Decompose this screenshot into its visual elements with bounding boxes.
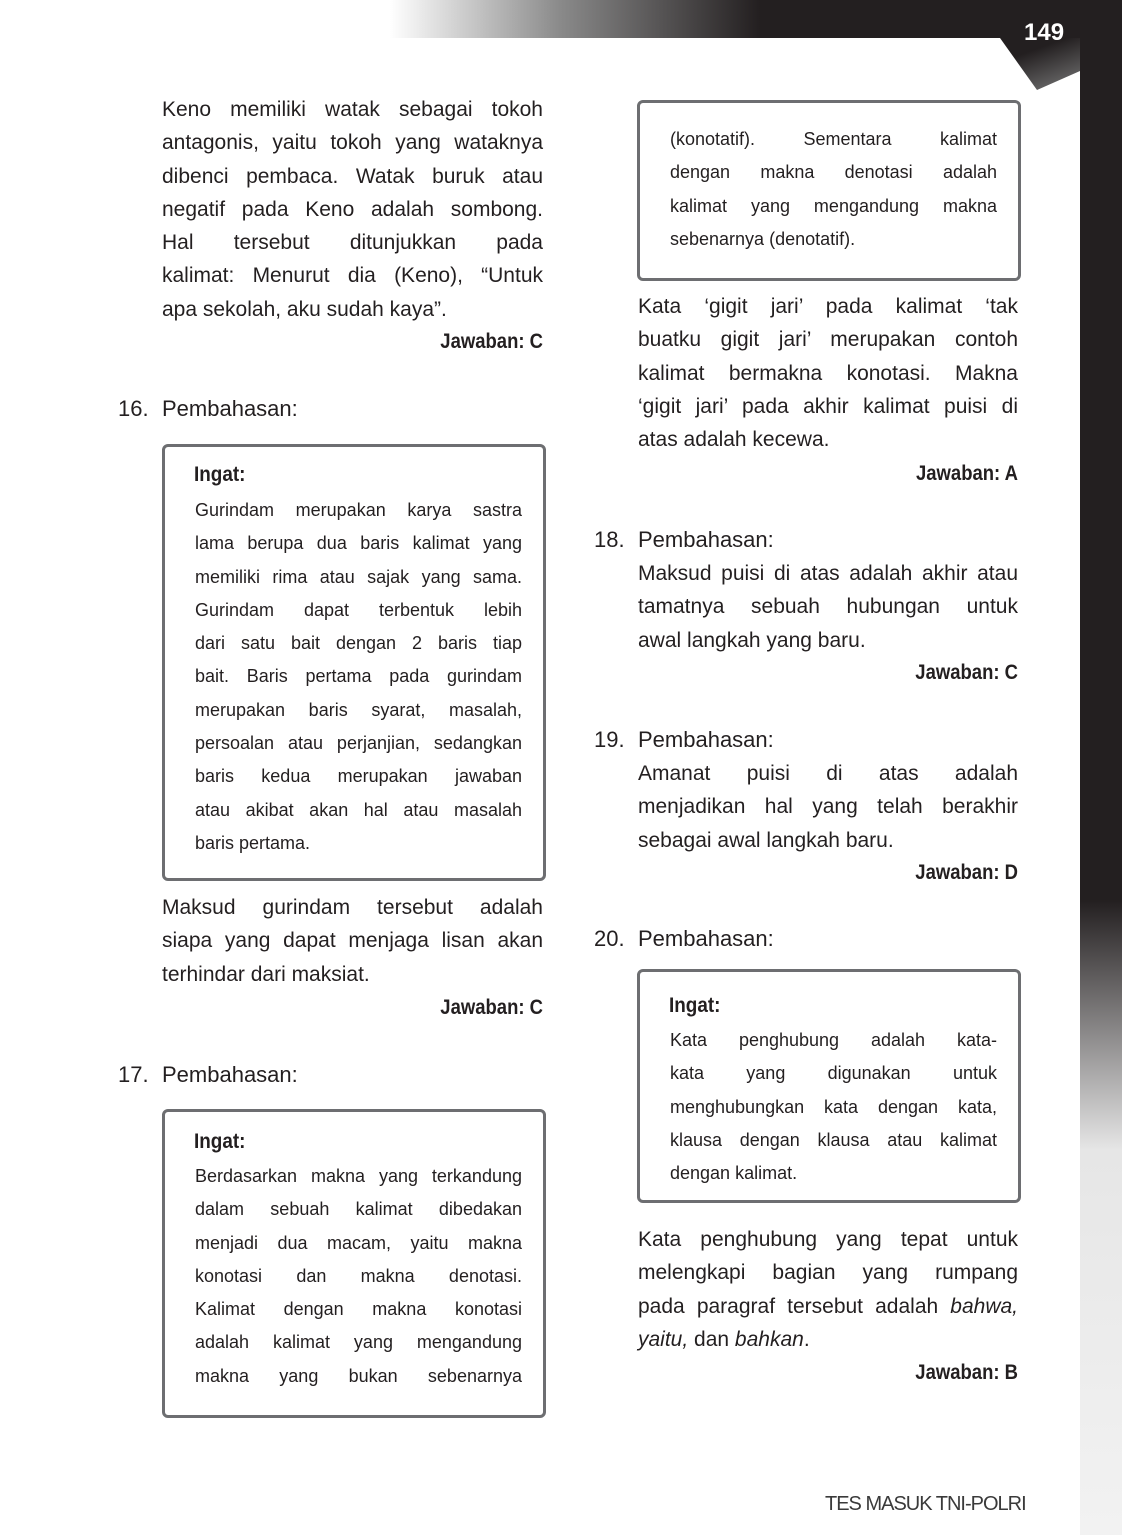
text-line: lama berupa dua baris kalimat yang <box>195 533 522 554</box>
q19-title: Pembahasan: <box>638 727 774 752</box>
text-line: kalimat: Menurut dia (Keno), “Untuk <box>162 264 543 288</box>
text-line: buatku gigit jari’ merupakan contoh <box>638 328 1018 352</box>
text-line: Hal tersebut ditunjukkan pada <box>162 231 543 255</box>
q16-answer: Jawaban: C <box>440 996 543 1019</box>
text-line <box>638 1323 1018 1356</box>
q20-number: 20. <box>594 926 625 951</box>
italic-term: bahkan <box>734 1327 804 1351</box>
text-line: sebagai awal langkah baru. <box>638 828 894 852</box>
q20-answer: Jawaban: B <box>915 1361 1018 1384</box>
text-line: merupakan baris syarat, masalah, <box>195 699 522 720</box>
q17-answer: Jawaban: A <box>915 462 1018 485</box>
q16-explanation <box>162 891 543 991</box>
q17-title: Pembahasan: <box>162 1062 298 1087</box>
text-line: terhindar dari maksiat. <box>162 962 370 986</box>
text-segment: . <box>803 1327 810 1351</box>
q20-explanation <box>638 1223 1018 1356</box>
q16-note-label: Ingat: <box>194 463 246 486</box>
text-line: menjadikan hal yang telah berakhir <box>638 795 1018 819</box>
text-line: melengkapi bagian yang rumpang <box>638 1261 1018 1285</box>
text-line: Maksud puisi di atas adalah akhir atau <box>638 562 1018 585</box>
text-line: Gurindam dapat terbentuk lebih <box>195 599 522 620</box>
q16-title: Pembahasan: <box>162 396 298 421</box>
text-line: Kata penghubung yang tepat untuk <box>638 1228 1018 1251</box>
q17-note-label: Ingat: <box>194 1130 246 1153</box>
q17-note-text-continued <box>670 123 997 256</box>
q17-explanation <box>638 290 1018 456</box>
text-line: bait. Baris pertama pada gurindam <box>195 666 522 687</box>
q15-explanation <box>162 93 543 326</box>
side-strip <box>1080 0 1122 1535</box>
text-line: persoalan atau perjanjian, sedangkan <box>195 733 522 754</box>
text-line: negatif pada Keno adalah sombong. <box>162 197 543 221</box>
text-line: antagonis, yaitu tokoh yang wataknya <box>162 131 543 155</box>
q18-title: Pembahasan: <box>638 527 774 552</box>
page-number: 149 <box>1024 19 1065 46</box>
text-line: konotasi dan makna denotasi. <box>195 1265 522 1286</box>
italic-term: yaitu, <box>638 1327 689 1351</box>
q16-heading <box>118 396 298 422</box>
text-segment: pada paragraf tersebut adalah <box>638 1294 951 1318</box>
text-line: Kalimat dengan makna konotasi <box>195 1299 522 1320</box>
text-line: dengan makna denotasi adalah <box>670 162 997 183</box>
text-line: dalam sebuah kalimat dibedakan <box>195 1199 522 1220</box>
header-bar <box>0 0 1122 38</box>
q17-heading <box>118 1062 298 1088</box>
text-line: apa sekolah, aku sudah kaya”. <box>162 297 447 321</box>
book-title-footer: TES MASUK TNI-POLRI <box>825 1493 1026 1515</box>
text-line <box>638 1290 1018 1323</box>
q15-answer: Jawaban: C <box>440 330 543 353</box>
text-line: Maksud gurindam tersebut adalah <box>162 896 543 919</box>
text-line: sebenarnya (denotatif). <box>670 228 856 249</box>
q18-explanation <box>638 557 1018 657</box>
q18-heading <box>594 527 774 553</box>
text-line: dari satu bait dengan 2 baris tiap <box>195 633 522 654</box>
text-line: tamatnya sebuah hubungan untuk <box>638 595 1018 619</box>
text-line: kata yang digunakan untuk <box>670 1063 997 1084</box>
q16-note-text <box>195 494 522 860</box>
text-line: kalimat yang mengandung makna <box>670 195 997 216</box>
q19-explanation <box>638 757 1018 857</box>
q20-note-text <box>670 1024 997 1190</box>
text-line: adalah kalimat yang mengandung <box>195 1332 522 1353</box>
text-line: menjadi dua macam, yaitu makna <box>195 1232 522 1253</box>
text-segment: dan <box>688 1327 735 1351</box>
text-line: (konotatif). Sementara kalimat <box>670 129 997 149</box>
text-line: siapa yang dapat menjaga lisan akan <box>162 929 543 953</box>
q18-number: 18. <box>594 527 625 552</box>
q20-note-label: Ingat: <box>669 994 721 1017</box>
text-line: memiliki rima atau sajak yang sama. <box>195 566 522 587</box>
q16-number: 16. <box>118 396 149 421</box>
text-line: baris pertama. <box>195 832 311 853</box>
q20-heading <box>594 926 774 952</box>
q17-note-text <box>195 1160 522 1393</box>
q19-answer: Jawaban: D <box>915 861 1018 884</box>
q19-heading <box>594 727 774 753</box>
text-line: awal langkah yang baru. <box>638 628 866 652</box>
text-line: ‘gigit jari’ pada akhir kalimat puisi di <box>638 394 1018 418</box>
text-line: Keno memiliki watak sebagai tokoh <box>162 98 543 121</box>
text-line: klausa dengan klausa atau kalimat <box>670 1129 997 1150</box>
q20-title: Pembahasan: <box>638 926 774 951</box>
text-line: dibenci pembaca. Watak buruk atau <box>162 164 543 188</box>
q20-explanation-lines <box>638 1223 1018 1290</box>
text-line: makna yang bukan sebenarnya <box>195 1365 522 1386</box>
text-line: atas adalah kecewa. <box>638 428 830 452</box>
text-line: dengan kalimat. <box>670 1163 798 1184</box>
text-line: Berdasarkan makna yang terkandung <box>195 1166 522 1186</box>
text-line: Amanat puisi di atas adalah <box>638 762 1018 785</box>
text-line: atau akibat akan hal atau masalah <box>195 799 522 820</box>
text-line: Gurindam merupakan karya sastra <box>195 500 522 520</box>
italic-term: bahwa, <box>950 1294 1018 1318</box>
text-line: Kata ‘gigit jari’ pada kalimat ‘tak <box>638 295 1018 318</box>
text-line: menghubungkan kata dengan kata, <box>670 1096 997 1117</box>
q18-answer: Jawaban: C <box>915 661 1018 684</box>
text-line: Kata penghubung adalah kata- <box>670 1030 997 1050</box>
text-line: baris kedua merupakan jawaban <box>195 766 522 787</box>
q19-number: 19. <box>594 727 625 752</box>
q17-number: 17. <box>118 1062 149 1087</box>
text-line: kalimat bermakna konotasi. Makna <box>638 361 1018 385</box>
